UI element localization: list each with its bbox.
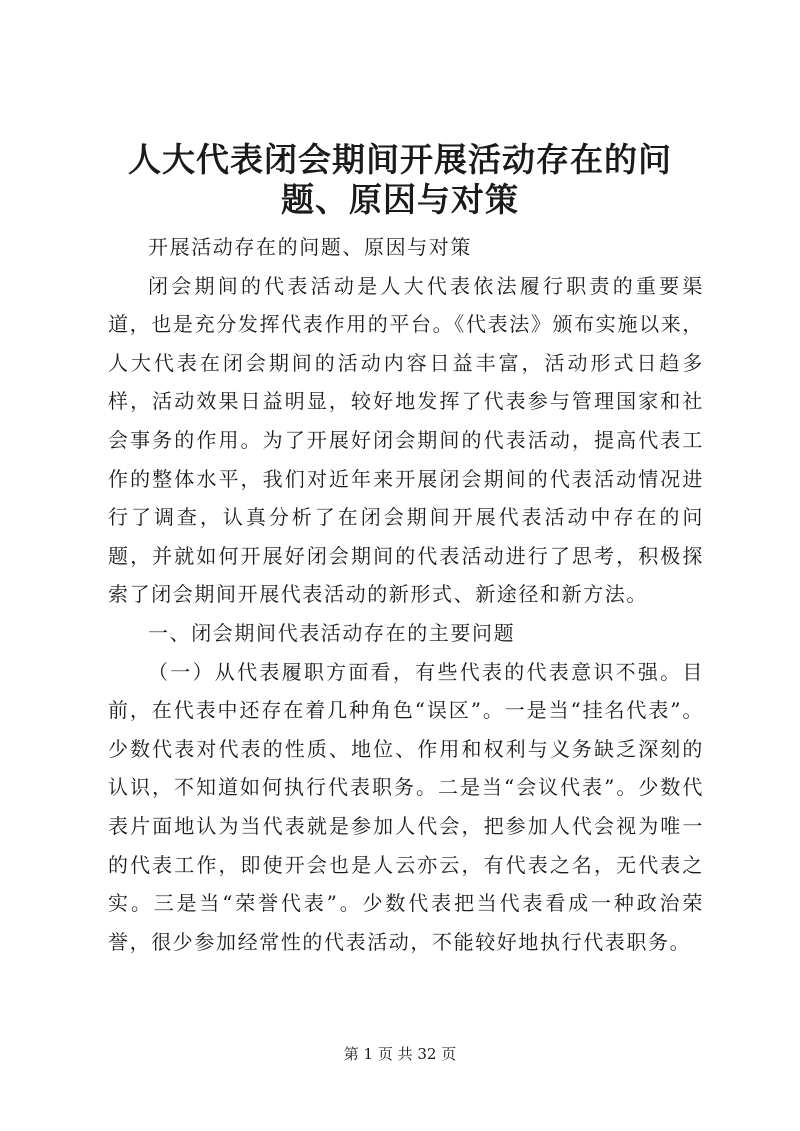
body-paragraph-intro: 闭会期间的代表活动是人大代表依法履行职责的重要渠道，也是充分发挥代表作用的平台。《代表法》颁布实施以来，人大代表在闭会期间的活动内容日益丰富，活动形式日趋多样，活动效果日益明显，较好地发挥了代表参与管理国家和社会事务的作用。为了开展好闭会期间的代表活动，提高代表工作的整体水平，我们对近年来开展闭会期间的代表活动情况进行了调查，认真分析了在闭会期间开展代表活动中存在的问题，并就如何开展好闭会期间的代表活动进行了思考，积极探索了闭会期间开展代表活动的新形式、新途径和新方法。 <box>108 273 704 607</box>
document-body <box>108 228 704 961</box>
page-footer: 第 1 页 共 32 页 <box>343 1045 457 1063</box>
body-paragraph-issue-1: （一）从代表履职方面看，有些代表的代表意识不强。目前，在代表中还存在着几种角色“误区”。一是当“挂名代表”。少数代表对代表的性质、地位、作用和权利与义务缺乏深刻的认识，不知道如何执行代表职务。二是当“会议代表”。少数代表片面地认为当代表就是参加人代会，把参加人代会视为唯一的代表工作，即使开会也是人云亦云，有代表之名，无代表之实。三是当“荣誉代表”。少数代表把当代表看成一种政治荣誉，很少参加经常性的代表活动，不能较好地执行代表职务。 <box>108 659 704 954</box>
body-paragraph-subtitle: 开展活动存在的问题、原因与对策 <box>148 235 472 259</box>
section-heading-1: 一、闭会期间代表活动存在的主要问题 <box>148 620 516 645</box>
document-title: 人大代表闭会期间开展活动存在的问题、原因与对策 <box>128 140 672 219</box>
